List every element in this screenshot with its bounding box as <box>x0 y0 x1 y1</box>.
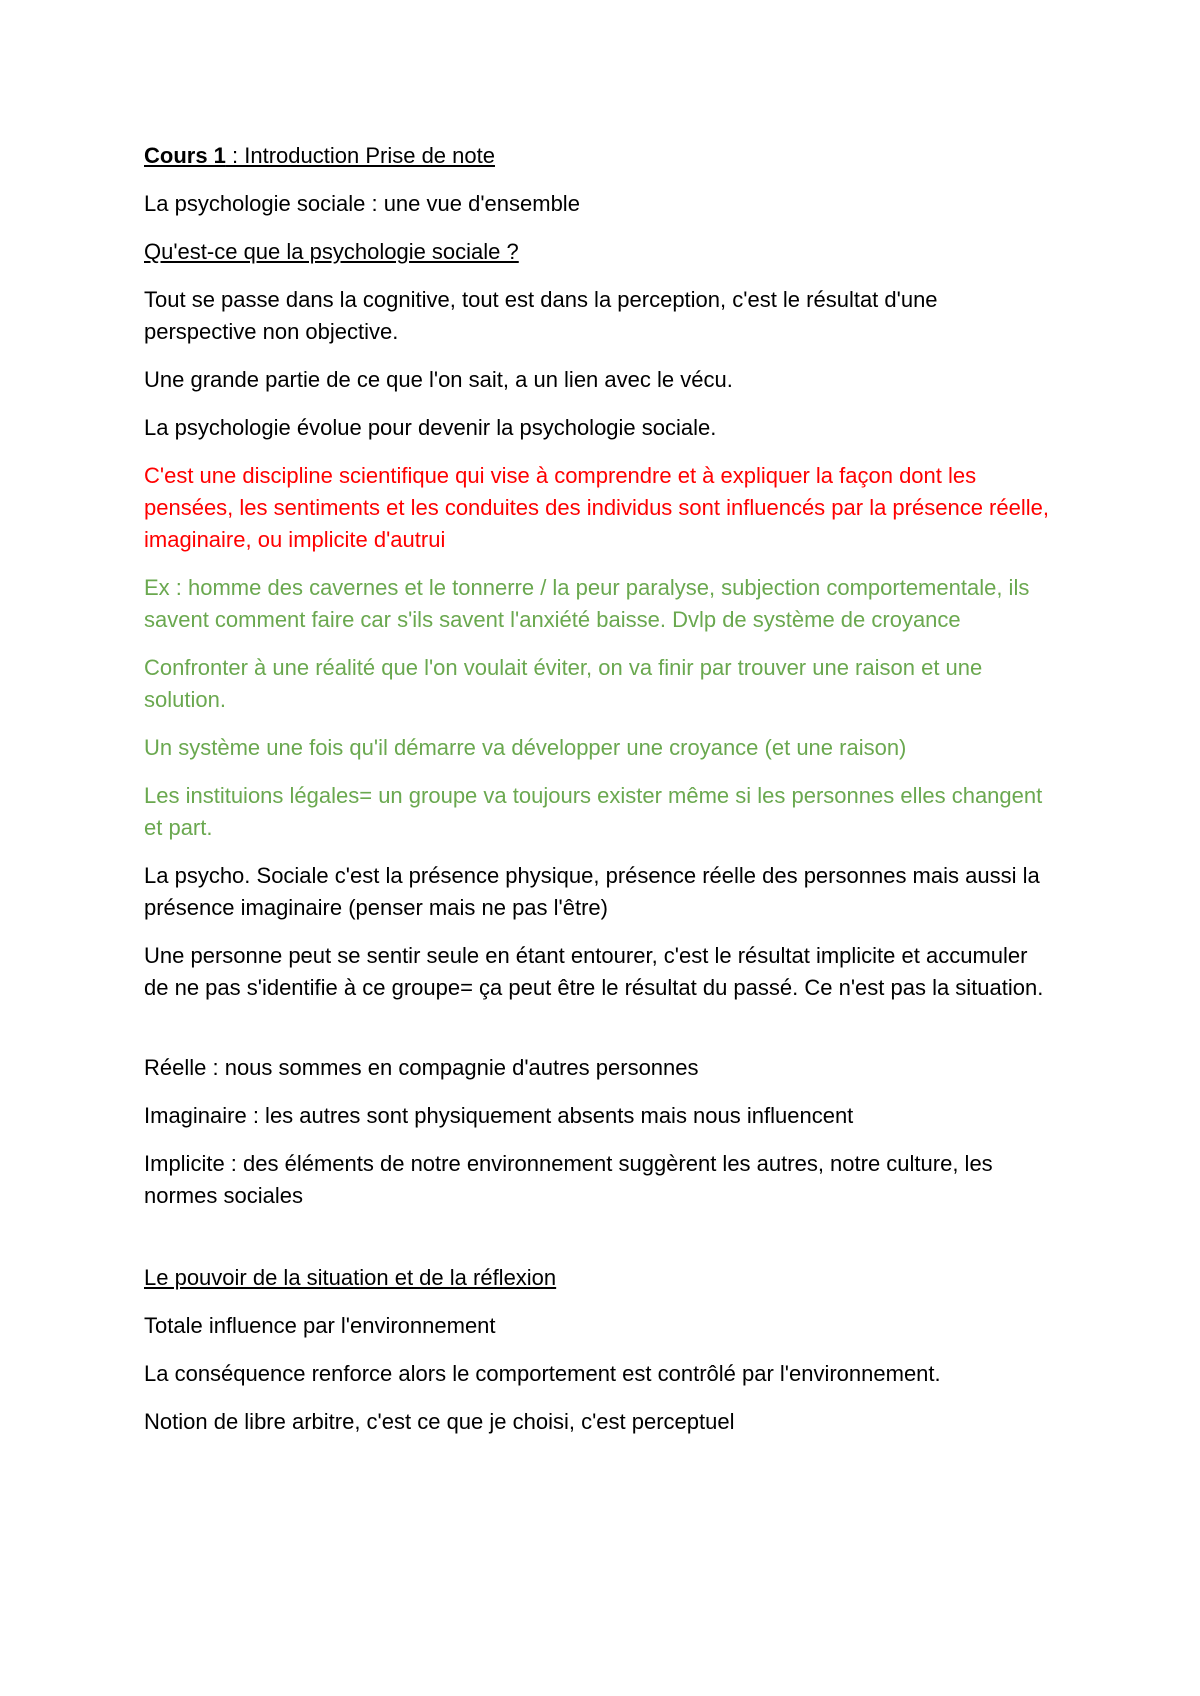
paragraph-solitude: Une personne peut se sentir seule en étant entourer, c'est le résultat implicite et accumuler de ne pas s'identifie à ce groupe= ça peut être le résultat du passé. Ce n'est pas la situation. <box>144 943 1044 1000</box>
example-paragraph: Les instituions légales= un groupe va toujours exister même si les personnes elles changent et part. <box>144 783 1043 840</box>
section-heading-1: Qu'est-ce que la psychologie sociale ? <box>144 239 519 264</box>
title-text: : Introduction Prise de note <box>225 143 495 168</box>
presence-type-imaginaire: Imaginaire : les autres sont physiquement absents mais nous influencent <box>144 1103 854 1128</box>
paragraph-cognitive: Tout se passe dans la cognitive, tout est dans la perception, c'est le résultat d'une perspective non objective. <box>144 287 938 344</box>
document-subtitle: La psychologie sociale : une vue d'ensemble <box>144 191 580 216</box>
document-title <box>144 140 1054 172</box>
paragraph-presence: La psycho. Sociale c'est la présence physique, présence réelle des personnes mais aussi la présence imaginaire (penser mais ne pas l'être) <box>144 863 1040 920</box>
definition-paragraph: C'est une discipline scientifique qui vise à comprendre et à expliquer la façon dont les pensées, les sentiments et les conduites des individus sont influencés par la présence réelle, imaginaire, ou implicite d'autrui <box>144 463 1049 552</box>
section2-paragraph: La conséquence renforce alors le comportement est contrôlé par l'environnement. <box>144 1361 941 1386</box>
section-heading-2: Le pouvoir de la situation et de la réflexion <box>144 1265 557 1290</box>
example-paragraph: Ex : homme des cavernes et le tonnerre / la peur paralyse, subjection comportementale, ils savent comment faire car s'ils savent l'anxiété baisse. Dvlp de système de croyance <box>144 575 1030 632</box>
example-paragraph: Confronter à une réalité que l'on voulait éviter, on va finir par trouver une raison et une solution. <box>144 655 983 712</box>
paragraph-vecu: Une grande partie de ce que l'on sait, a un lien avec le vécu. <box>144 367 733 392</box>
title-course-number: Cours 1 <box>144 143 226 168</box>
section2-paragraph: Notion de libre arbitre, c'est ce que je choisi, c'est perceptuel <box>144 1409 735 1434</box>
paragraph-evolution: La psychologie évolue pour devenir la psychologie sociale. <box>144 415 717 440</box>
presence-type-reelle: Réelle : nous sommes en compagnie d'autres personnes <box>144 1055 699 1080</box>
presence-type-implicite: Implicite : des éléments de notre environnement suggèrent les autres, notre culture, les normes sociales <box>144 1151 993 1208</box>
document-page <box>144 140 1054 1454</box>
example-paragraph: Un système une fois qu'il démarre va développer une croyance (et une raison) <box>144 735 907 760</box>
section2-paragraph: Totale influence par l'environnement <box>144 1313 496 1338</box>
